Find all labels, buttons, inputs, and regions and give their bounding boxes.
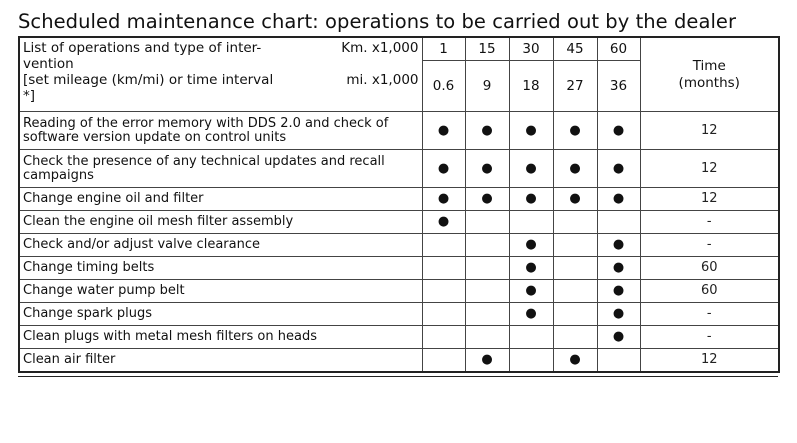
mi-value: 36 [597,61,640,112]
interval-mark: ● [509,303,553,326]
interval-mark [509,349,553,373]
maintenance-table [18,36,780,373]
interval-mark [465,280,509,303]
interval-mark [422,349,465,373]
table-row [19,280,779,303]
km-label: Km. x1,000 [341,40,419,56]
interval-mark: ● [597,280,640,303]
interval-mark [422,234,465,257]
interval-mark: ● [553,349,597,373]
header-row-km [19,37,779,61]
time-months-cell: 12 [640,188,779,211]
interval-mark: ● [553,112,597,150]
maintenance-chart [18,10,778,377]
interval-mark: ● [465,349,509,373]
operation-cell: Clean air filter [19,349,422,373]
interval-mark: ● [597,326,640,349]
operations-header-line2: vention [23,56,74,72]
interval-mark [422,326,465,349]
interval-mark: ● [597,112,640,150]
table-row [19,234,779,257]
interval-mark: ● [465,188,509,211]
interval-mark [553,211,597,234]
operations-header-line4: *] [23,88,36,104]
interval-mark: ● [553,150,597,188]
interval-mark: ● [597,257,640,280]
time-header-line2: (months) [678,74,740,91]
interval-mark: ● [509,280,553,303]
interval-mark: ● [465,150,509,188]
interval-mark: ● [509,188,553,211]
interval-mark: ● [509,112,553,150]
interval-mark [422,257,465,280]
km-value: 45 [553,37,597,61]
time-months-cell: 60 [640,280,779,303]
time-months-cell: - [640,211,779,234]
operation-cell: Check and/or adjust valve clearance [19,234,422,257]
time-months-cell: 60 [640,257,779,280]
operation-cell: Clean the engine oil mesh filter assembly [19,211,422,234]
interval-mark: ● [553,188,597,211]
interval-mark [597,349,640,373]
interval-mark: ● [509,257,553,280]
time-months-cell: - [640,303,779,326]
interval-mark [509,211,553,234]
table-row [19,349,779,373]
interval-mark [553,234,597,257]
time-months-cell: 12 [640,112,779,150]
time-months-cell: 12 [640,349,779,373]
interval-mark: ● [422,211,465,234]
km-value: 1 [422,37,465,61]
mi-value: 9 [465,61,509,112]
time-months-cell: - [640,326,779,349]
interval-mark [597,211,640,234]
interval-mark: ● [422,112,465,150]
operation-cell: Change spark plugs [19,303,422,326]
operation-cell: Clean plugs with metal mesh filters on heads [19,326,422,349]
interval-mark [465,234,509,257]
table-row [19,303,779,326]
interval-mark [509,326,553,349]
interval-mark: ● [597,188,640,211]
interval-mark [465,257,509,280]
interval-mark: ● [422,150,465,188]
bottom-divider [18,376,778,377]
time-months-cell: 12 [640,150,779,188]
table-row [19,112,779,150]
km-value: 60 [597,37,640,61]
operations-header-line3: [set mileage (km/mi) or time interval [23,72,274,88]
operation-cell: Change engine oil and filter [19,188,422,211]
operations-header-line1: List of operations and type of inter- [23,40,262,56]
mi-value: 27 [553,61,597,112]
time-months-cell: - [640,234,779,257]
interval-mark: ● [509,234,553,257]
operation-cell: Check the presence of any technical updates and recall campaigns [19,150,422,188]
interval-mark [422,303,465,326]
interval-mark [422,280,465,303]
operation-cell: Change water pump belt [19,280,422,303]
km-value: 30 [509,37,553,61]
operation-cell: Reading of the error memory with DDS 2.0 and check of software version update on control units [19,112,422,150]
interval-mark: ● [422,188,465,211]
mi-value: 0.6 [422,61,465,112]
table-row [19,257,779,280]
interval-mark [465,326,509,349]
table-row [19,211,779,234]
table-row [19,188,779,211]
km-value: 15 [465,37,509,61]
chart-title: Scheduled maintenance chart: operations to be carried out by the dealer [18,10,737,33]
table-row [19,326,779,349]
table-row [19,150,779,188]
interval-mark: ● [597,150,640,188]
interval-mark: ● [509,150,553,188]
interval-mark [553,326,597,349]
operations-header [19,37,422,112]
interval-mark: ● [465,112,509,150]
interval-mark [553,280,597,303]
interval-mark [465,303,509,326]
interval-mark [553,257,597,280]
time-header [640,37,779,112]
interval-mark: ● [597,234,640,257]
interval-mark: ● [597,303,640,326]
operation-cell: Change timing belts [19,257,422,280]
mi-value: 18 [509,61,553,112]
interval-mark [553,303,597,326]
interval-mark [465,211,509,234]
mi-label: mi. x1,000 [346,72,419,88]
time-header-line1: Time [692,57,726,74]
